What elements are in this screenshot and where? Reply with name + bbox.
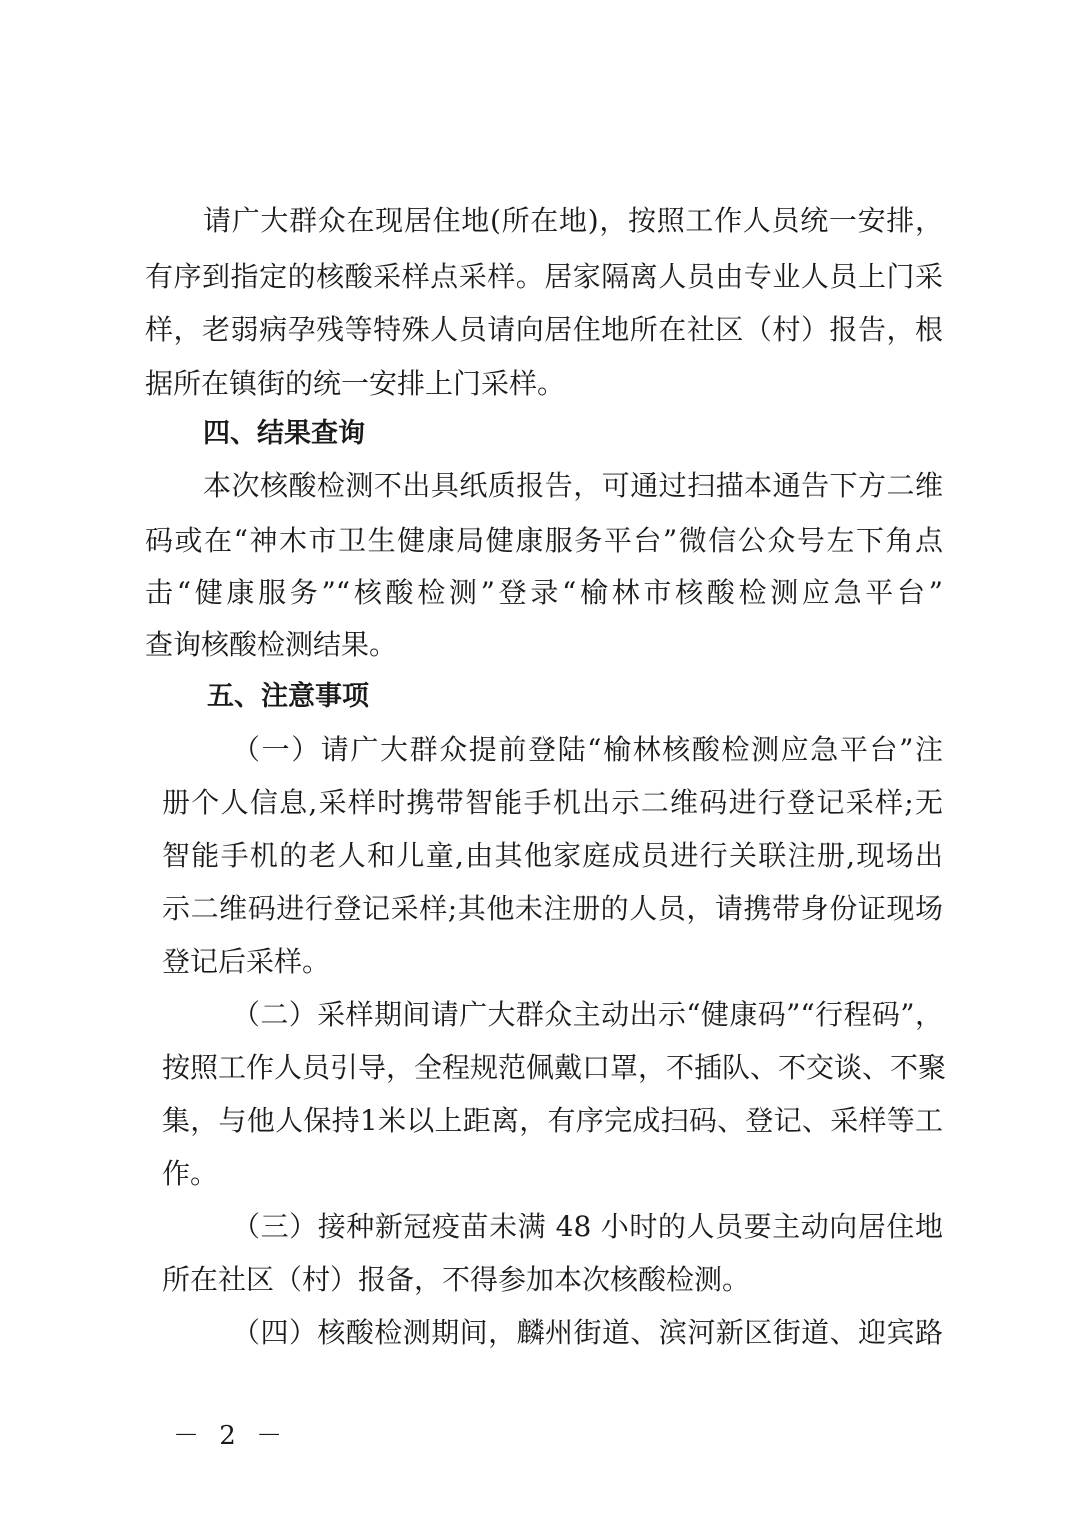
body-text-line: 据所在镇街的统一安排上门采样。 [145,367,566,400]
section-heading: 五、注意事项 [207,681,369,712]
body-text-line: 智能手机的老人和儿童,由其他家庭成员进行关联注册,现场出 [162,839,943,872]
body-text-line: 样，老弱病孕残等特殊人员请向居住地所在社区（村）报告，根 [145,313,943,346]
body-text-line: （一）请广大群众提前登陆“榆林核酸检测应急平台”注 [232,733,943,766]
body-text-line: 示二维码进行登记采样;其他未注册的人员，请携带身份证现场 [162,892,943,925]
body-text-line: 查询核酸检测结果。 [145,628,398,661]
page-number: － 2 － [173,1421,289,1451]
body-text-line: 册个人信息,采样时携带智能手机出示二维码进行登记采样;无 [162,786,943,819]
body-text-line: （二）采样期间请广大群众主动出示“健康码”“行程码”， [232,998,943,1031]
body-text-line: 请广大群众在现居住地(所在地)，按照工作人员统一安排， [203,204,943,237]
body-text-line: 按照工作人员引导，全程规范佩戴口罩，不插队、不交谈、不聚 [162,1051,947,1084]
body-text-line: 作。 [162,1157,219,1190]
body-text-line: （四）核酸检测期间，麟州街道、滨河新区街道、迎宾路 [232,1316,943,1349]
body-text-line: 本次核酸检测不出具纸质报告，可通过扫描本通告下方二维 [203,469,943,502]
body-text-line: 击“健康服务”“核酸检测”登录“榆林市核酸检测应急平台” [145,576,943,609]
body-text-line: （三）接种新冠疫苗未满 48 小时的人员要主动向居住地 [232,1210,943,1243]
body-text-line: 集，与他人保持1米以上距离，有序完成扫码、登记、采样等工 [162,1104,943,1137]
body-text-line: 登记后采样。 [162,945,331,978]
section-heading: 四、结果查询 [203,418,365,449]
body-text-line: 所在社区（村）报备，不得参加本次核酸检测。 [162,1263,751,1296]
body-text-line: 码或在“神木市卫生健康局健康服务平台”微信公众号左下角点 [145,524,943,557]
body-text-line: 有序到指定的核酸采样点采样。居家隔离人员由专业人员上门采 [145,260,943,293]
